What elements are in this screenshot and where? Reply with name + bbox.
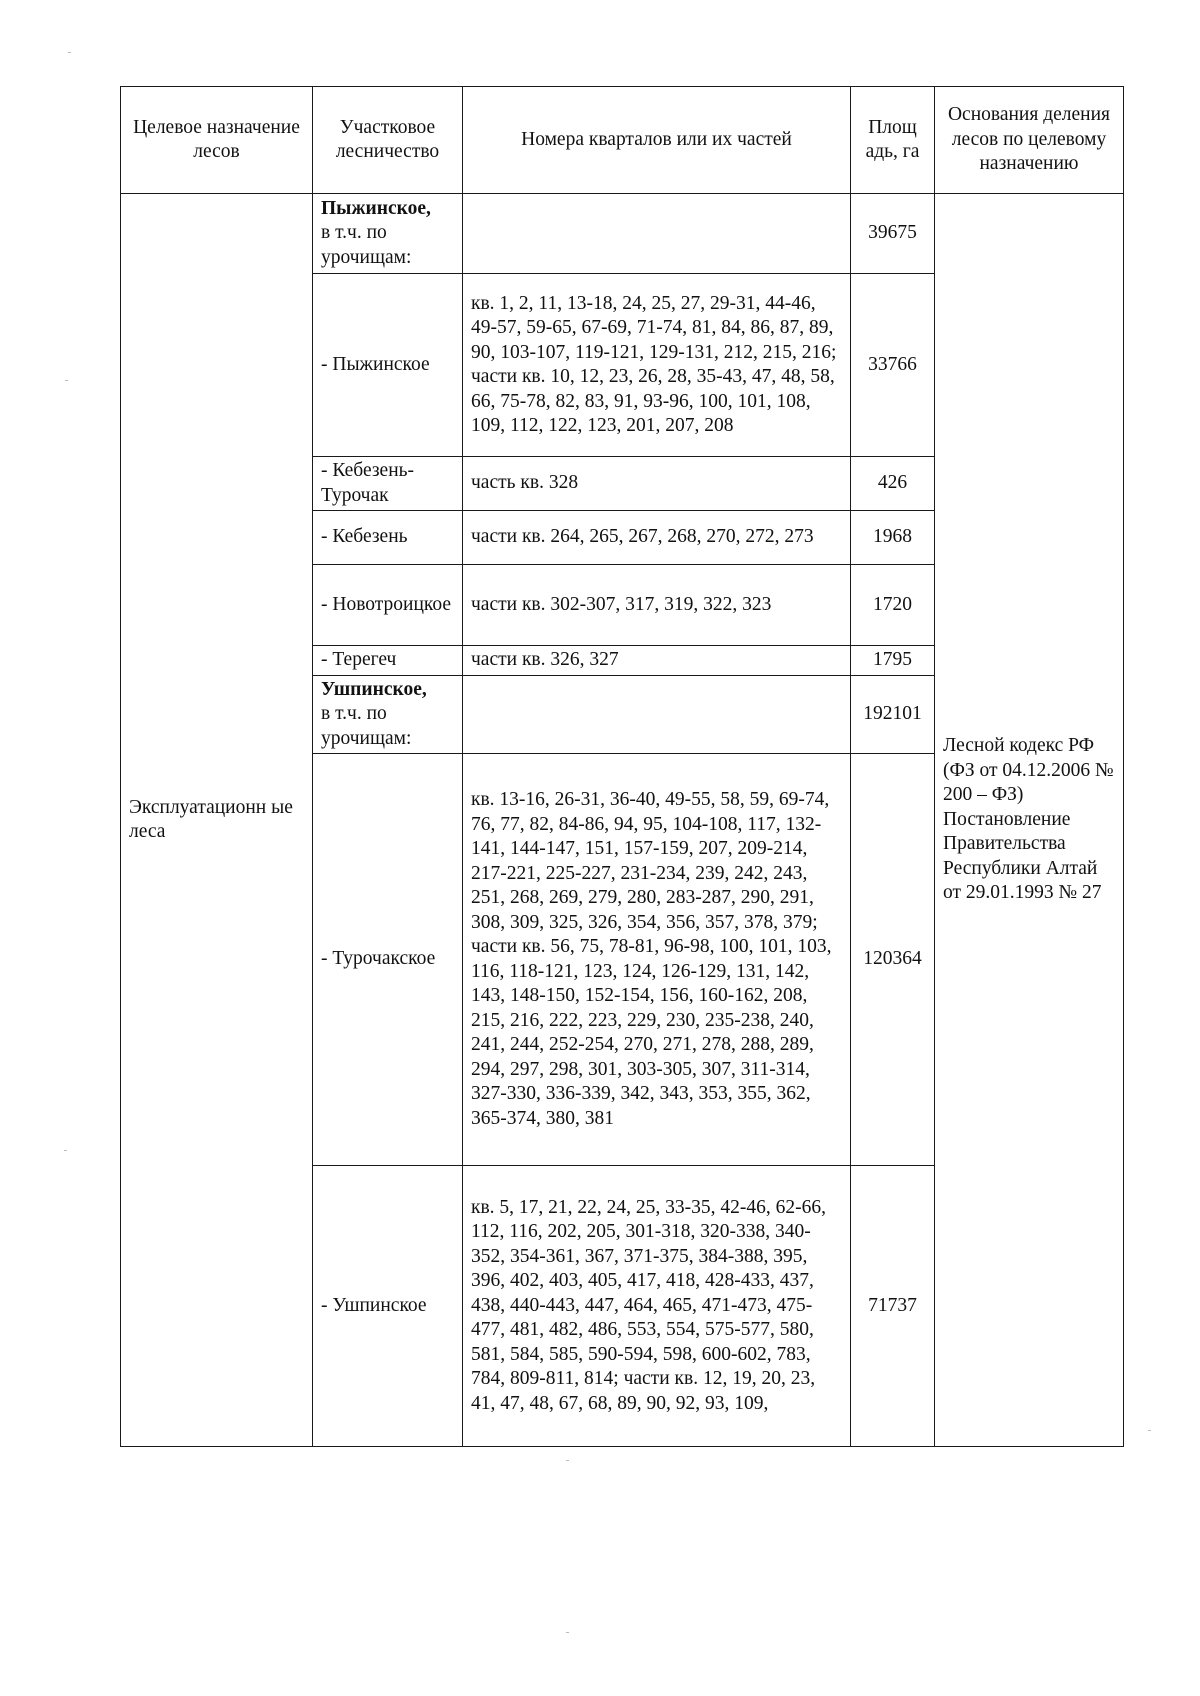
forestry-name: Ушпинское, (321, 678, 427, 700)
scan-speck (68, 52, 71, 53)
scan-speck (566, 1460, 569, 1461)
forestry-cell (313, 675, 463, 754)
quarters-cell: части кв. 302-307, 317, 319, 322, 323 (463, 565, 851, 646)
quarters-cell (463, 194, 851, 274)
forestry-cell: - Кебезень (313, 511, 463, 565)
quarters-cell: части кв. 264, 265, 267, 268, 270, 272, 273 (463, 511, 851, 565)
table-row (121, 194, 1124, 274)
quarters-cell: кв. 1, 2, 11, 13-18, 24, 25, 27, 29-31, 44-46, 49-57, 59-65, 67-69, 71-74, 81, 84, 86, 87, 89, 90, 103-107, 119-121, 129-131, 212, 215, 216; части кв. 10, 12, 23, 26, 28, 35-43, 47, 48, 58, 66, 75-78, 82, 83, 91, 93-96, 100, 101, 108, 109, 112, 122, 123, 201, 207, 208 (463, 274, 851, 457)
forest-division-table (120, 86, 1124, 1447)
forestry-cell: - Турочакское (313, 754, 463, 1166)
basis-cell: Лесной кодекс РФ (ФЗ от 04.12.2006 № 200 – ФЗ) Постановление Правительства Республики Алтай от 29.01.1993 № 27 (935, 194, 1124, 1447)
area-cell: 1795 (851, 646, 935, 676)
table-header-row (121, 87, 1124, 194)
scan-speck (566, 1632, 569, 1633)
area-cell: 33766 (851, 274, 935, 457)
forestry-subtitle: в т.ч. по урочищам: (321, 703, 412, 749)
forestry-cell: - Ушпинское (313, 1166, 463, 1447)
scan-speck (64, 1150, 67, 1151)
quarters-cell: части кв. 326, 327 (463, 646, 851, 676)
header-basis: Основания деления лесов по целевому назначению (935, 87, 1124, 194)
purpose-cell: Эксплуатационн ые леса (121, 194, 313, 1447)
quarters-cell (463, 675, 851, 754)
area-cell: 426 (851, 457, 935, 511)
forestry-cell: - Новотроицкое (313, 565, 463, 646)
header-quarters: Номера кварталов или их частей (463, 87, 851, 194)
forestry-cell (313, 194, 463, 274)
quarters-cell: часть кв. 328 (463, 457, 851, 511)
quarters-cell: кв. 13-16, 26-31, 36-40, 49-55, 58, 59, 69-74, 76, 77, 82, 84-86, 94, 95, 104-108, 117, 132-141, 144-147, 151, 157-159, 207, 209-214, 217-221, 225-227, 231-234, 239, 242, 243, 251, 268, 269, 279, 280, 283-287, 290, 291, 308, 309, 325, 326, 354, 356, 357, 378, 379; части кв. 56, 75, 78-81, 96-98, 100, 101, 103, 116, 118-121, 123, 124, 126-129, 131, 142, 143, 148-150, 152-154, 156, 160-162, 208, 215, 216, 222, 223, 229, 230, 235-238, 240, 241, 244, 252-254, 270, 271, 278, 288, 289, 294, 297, 298, 301, 303-305, 307, 311-314, 327-330, 336-339, 342, 343, 353, 355, 362, 365-374, 380, 381 (463, 754, 851, 1166)
header-forestry: Участковое лесничество (313, 87, 463, 194)
header-area: Площ адь, га (851, 87, 935, 194)
area-cell: 1720 (851, 565, 935, 646)
area-cell: 39675 (851, 194, 935, 274)
forestry-name: Пыжинское, (321, 197, 431, 219)
quarters-cell: кв. 5, 17, 21, 22, 24, 25, 33-35, 42-46, 62-66, 112, 116, 202, 205, 301-318, 320-338, 340-352, 354-361, 367, 371-375, 384-388, 395, 396, 402, 403, 405, 417, 418, 428-433, 437, 438, 440-443, 447, 464, 465, 471-473, 475-477, 481, 482, 486, 553, 554, 575-577, 580, 581, 584, 585, 590-594, 598, 600-602, 783, 784, 809-811, 814; части кв. 12, 19, 20, 23, 41, 47, 48, 67, 68, 89, 90, 92, 93, 109, (463, 1166, 851, 1447)
forestry-subtitle: в т.ч. по урочищам: (321, 222, 412, 268)
header-purpose: Целевое назначение лесов (121, 87, 313, 194)
area-cell: 71737 (851, 1166, 935, 1447)
area-cell: 192101 (851, 675, 935, 754)
forestry-cell: - Пыжинское (313, 274, 463, 457)
scan-speck (65, 380, 68, 381)
forestry-cell: - Терегеч (313, 646, 463, 676)
area-cell: 1968 (851, 511, 935, 565)
scan-speck (1148, 1430, 1151, 1431)
forestry-cell: - Кебезень-Турочак (313, 457, 463, 511)
area-cell: 120364 (851, 754, 935, 1166)
